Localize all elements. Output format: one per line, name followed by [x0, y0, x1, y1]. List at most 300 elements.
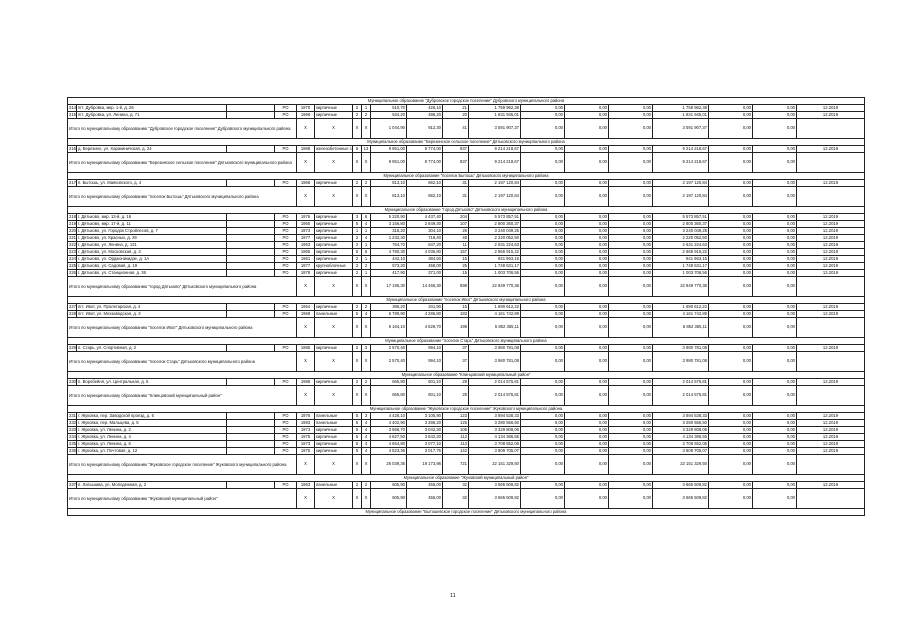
- total-cell: X: [362, 455, 371, 475]
- table-cell: 113: [443, 441, 469, 448]
- total-cell: 14 456,30: [407, 277, 443, 297]
- table-cell: 0,00: [565, 311, 609, 318]
- table-cell: п. Воробейня, ул. Центральная, д. 5: [77, 379, 227, 386]
- total-cell: 26 039,36: [371, 455, 407, 475]
- table-row: [68, 345, 865, 352]
- total-cell: 0,00: [565, 318, 609, 338]
- total-cell: 0,00: [753, 119, 797, 139]
- table-cell: 0,00: [609, 249, 653, 256]
- table-cell: 2 866 915,22: [653, 249, 709, 256]
- table-cell: 1 759 962,38: [653, 105, 709, 112]
- table-cell: 4 780,30: [371, 249, 407, 256]
- table-cell: 3: [353, 214, 362, 221]
- total-cell: 0,00: [609, 489, 653, 509]
- table-cell: 12.2019: [797, 413, 865, 420]
- total-cell: 0,00: [709, 318, 753, 338]
- table-cell: 5: [353, 311, 362, 318]
- table-cell: 5: [353, 249, 362, 256]
- total-cell: [797, 153, 865, 173]
- table-cell: 157: [443, 249, 469, 256]
- section-title: Муниципальное образование "город Дятьково" Дятьковского муниципального района: [68, 207, 865, 214]
- table-cell: 9 951,00: [371, 146, 407, 153]
- total-cell: X: [297, 318, 315, 338]
- table-cell: 0,00: [753, 242, 797, 249]
- table-cell: 5 320,90: [371, 214, 407, 221]
- table-cell: панельные: [315, 420, 353, 427]
- table-cell: 234: [69, 433, 76, 439]
- total-cell: 0,00: [521, 187, 565, 207]
- table-cell: РО: [275, 235, 297, 242]
- table-cell: 1966: [297, 180, 315, 187]
- table-cell: г. Дятьково, ул. Московская, д. 3: [77, 249, 227, 256]
- table-cell: 4 523,36: [371, 448, 407, 455]
- table-cell: 2 014 575,81: [469, 379, 521, 386]
- section-title: Муниципальное образование "Березинское сельское поселение" Дятьковского муниципального района: [68, 139, 865, 146]
- table-cell: 0,00: [521, 228, 565, 235]
- table-cell: РО: [275, 304, 297, 311]
- table-cell: 1 232,30: [371, 235, 407, 242]
- section-title: Муниципальное образование "поселок Бытошь" Дятьковского муниципального района: [68, 173, 865, 180]
- section-title-row: [68, 297, 865, 304]
- table-row: [68, 304, 865, 311]
- table-cell: 12.2019: [797, 249, 865, 256]
- table-cell: 371,00: [407, 270, 443, 277]
- table-cell: 3 665 509,82: [469, 482, 521, 489]
- table-cell: [227, 180, 275, 187]
- table-cell: кирпичные: [315, 105, 353, 112]
- table-cell: 2 220 052,50: [653, 235, 709, 242]
- table-cell: кирпичные: [315, 427, 353, 434]
- table-cell: 12.2019: [797, 482, 865, 489]
- table-cell: 0,00: [565, 235, 609, 242]
- total-cell: 3 980 781,08: [469, 352, 521, 372]
- table-cell: 4: [362, 311, 371, 318]
- table-cell: 4: [362, 434, 371, 441]
- table-cell: 0,00: [521, 105, 565, 112]
- table-cell: 1: [362, 256, 371, 263]
- table-cell: 237: [69, 481, 76, 487]
- table-cell: кирпичные: [315, 249, 353, 256]
- table-cell: 220: [69, 227, 76, 233]
- table-cell: 228: [69, 310, 76, 316]
- register-sheet: [67, 97, 864, 516]
- table-cell: 226: [69, 269, 76, 275]
- table-cell: 0,00: [609, 434, 653, 441]
- table-cell: 0,00: [609, 304, 653, 311]
- table-cell: 813,10: [371, 180, 407, 187]
- table-cell: 1966: [297, 112, 315, 119]
- section-title: Муниципальное образование "Жуковское городское поселение" Жуковского муниципального района: [68, 406, 865, 413]
- total-cell: X: [353, 386, 362, 406]
- table-cell: 25: [443, 263, 469, 270]
- table-cell: 0,00: [565, 420, 609, 427]
- table-cell: [227, 249, 275, 256]
- table-cell: [227, 105, 275, 112]
- table-row: [68, 434, 865, 441]
- total-cell: 9 214 218,67: [653, 153, 709, 173]
- table-cell: 1954: [297, 304, 315, 311]
- table-cell: 0,00: [753, 105, 797, 112]
- table-cell: 0,00: [565, 427, 609, 434]
- table-row: [68, 427, 865, 434]
- table-cell: п. Латышава, ул. Молодежная, д. 2: [77, 482, 227, 489]
- table-cell: кирпичные: [315, 345, 353, 352]
- table-cell: 1983: [297, 420, 315, 427]
- total-label: Итого по муниципальному образованию "Клинцовский муниципальный район": [68, 386, 297, 406]
- total-cell: 0,00: [565, 455, 609, 475]
- table-row: [68, 379, 865, 386]
- total-cell: 3 665 509,82: [469, 489, 521, 509]
- total-cell: 0,00: [521, 277, 565, 297]
- repair-program-table: [67, 97, 865, 516]
- table-cell: 0,00: [609, 180, 653, 187]
- total-cell: 19 173,96: [407, 455, 443, 475]
- table-cell: 1973: [297, 228, 315, 235]
- table-cell: 1 690 612,22: [653, 304, 709, 311]
- table-cell: 510,70: [371, 105, 407, 112]
- table-cell: г. Жуковка, пер. Заводской проезд, д. 6: [77, 413, 227, 420]
- total-cell: 3 980 781,08: [653, 352, 709, 372]
- table-cell: РО: [275, 482, 297, 489]
- total-cell: 41: [443, 119, 469, 139]
- table-cell: 12.2019: [797, 228, 865, 235]
- table-cell: [227, 256, 275, 263]
- table-cell: 3 666,70: [371, 427, 407, 434]
- total-label: Итого по муниципальному образованию "Жуковский муниципальный район": [68, 489, 297, 509]
- table-cell: 0,00: [753, 180, 797, 187]
- table-cell: 3 240 049,25: [653, 228, 709, 235]
- table-cell: РО: [275, 242, 297, 249]
- total-cell: [797, 455, 865, 475]
- total-cell: 0,00: [709, 489, 753, 509]
- table-cell: 647,20: [407, 242, 443, 249]
- table-cell: 12.2019: [797, 345, 865, 352]
- table-cell: 1: [362, 105, 371, 112]
- section-title: Муниципальное образование "Клинцовский муниципальный район": [68, 372, 865, 379]
- total-cell: 0,00: [521, 119, 565, 139]
- table-cell: РО: [275, 112, 297, 119]
- table-cell: 0,00: [709, 235, 753, 242]
- total-label: Итого по муниципальному образованию "поселок Старь" Дятьковского муниципального района: [68, 352, 297, 372]
- table-cell: 112: [443, 434, 469, 441]
- total-cell: X: [297, 119, 315, 139]
- table-cell: 0,00: [753, 482, 797, 489]
- total-cell: X: [362, 489, 371, 509]
- table-cell: 2: [362, 379, 371, 386]
- table-cell: 1 831 945,01: [653, 112, 709, 119]
- total-cell: X: [297, 386, 315, 406]
- table-cell: 230: [69, 378, 76, 384]
- table-cell: 2: [353, 112, 362, 119]
- table-cell: 0,00: [709, 112, 753, 119]
- table-cell: 3 156,80: [371, 221, 407, 228]
- table-cell: п. Старь, ул. Спортивная, д. 2: [77, 345, 227, 352]
- total-cell: 0,00: [565, 489, 609, 509]
- table-cell: 233: [69, 426, 76, 432]
- table-cell: 231: [69, 412, 76, 418]
- total-cell: X: [362, 386, 371, 406]
- table-cell: 1 748 631,17: [653, 263, 709, 270]
- table-cell: 3 809 705,07: [469, 448, 521, 455]
- table-cell: 1973: [297, 427, 315, 434]
- total-cell: 22 849 770,36: [469, 277, 521, 297]
- table-cell: [227, 311, 275, 318]
- table-cell: 3 077,10: [407, 441, 443, 448]
- table-cell: 15: [443, 270, 469, 277]
- table-row: [68, 249, 865, 256]
- table-cell: кирпичные: [315, 304, 353, 311]
- total-cell: 37: [443, 352, 469, 372]
- table-cell: 0,00: [753, 263, 797, 270]
- table-cell: 0,00: [521, 427, 565, 434]
- table-cell: 3: [362, 413, 371, 420]
- table-cell: 0,00: [521, 311, 565, 318]
- table-cell: 2 570,40: [371, 345, 407, 352]
- table-cell: 12.2019: [797, 112, 865, 119]
- table-cell: 0,00: [753, 413, 797, 420]
- table-cell: 125: [443, 420, 469, 427]
- table-cell: 12.2019: [797, 304, 865, 311]
- table-cell: железобетонные с: [316, 145, 352, 151]
- total-row: [68, 455, 865, 475]
- total-cell: 0,00: [753, 455, 797, 475]
- table-cell: 216: [69, 145, 76, 151]
- total-cell: 0,00: [565, 277, 609, 297]
- table-cell: [227, 235, 275, 242]
- table-cell: РО: [275, 441, 297, 448]
- table-cell: 224: [69, 255, 76, 261]
- table-cell: [227, 345, 275, 352]
- table-cell: 0,00: [521, 214, 565, 221]
- table-cell: 0,00: [565, 448, 609, 455]
- table-cell: 2: [353, 105, 362, 112]
- table-cell: 0,00: [709, 180, 753, 187]
- total-cell: 0,00: [709, 352, 753, 372]
- table-cell: 0,00: [609, 112, 653, 119]
- table-cell: 4 437,40: [407, 214, 443, 221]
- table-cell: 0,00: [609, 214, 653, 221]
- table-cell: [227, 263, 275, 270]
- total-cell: 0,00: [753, 489, 797, 509]
- table-cell: 1975: [297, 448, 315, 455]
- total-cell: 5 852 355,11: [653, 318, 709, 338]
- total-cell: X: [315, 187, 353, 207]
- table-cell: 3 894 538,33: [653, 413, 709, 420]
- table-row: [68, 214, 865, 221]
- table-cell: 12.2019: [797, 263, 865, 270]
- total-cell: X: [353, 187, 362, 207]
- table-cell: 426,10: [407, 105, 443, 112]
- total-cell: [797, 318, 865, 338]
- table-cell: РО: [275, 413, 297, 420]
- table-cell: 219: [69, 220, 76, 226]
- table-row: [68, 105, 865, 112]
- table-cell: 0,00: [709, 427, 753, 434]
- total-cell: 31: [443, 187, 469, 207]
- total-cell: X: [362, 318, 371, 338]
- table-cell: 4: [362, 448, 371, 455]
- table-cell: 236: [69, 447, 76, 453]
- table-cell: 12.2019: [797, 214, 865, 221]
- total-cell: X: [297, 277, 315, 297]
- table-cell: РО: [275, 249, 297, 256]
- total-cell: 0,00: [753, 187, 797, 207]
- table-cell: 1970: [297, 105, 315, 112]
- total-cell: 0,00: [709, 153, 753, 173]
- total-cell: 0,00: [709, 187, 753, 207]
- total-cell: 912,30: [407, 119, 443, 139]
- table-cell: РО: [275, 228, 297, 235]
- table-cell: 0,00: [565, 270, 609, 277]
- section-title-row: [68, 475, 865, 482]
- total-cell: 0,00: [753, 153, 797, 173]
- table-cell: 0,00: [709, 379, 753, 386]
- table-cell: 3 280 556,50: [653, 420, 709, 427]
- table-cell: [227, 112, 275, 119]
- table-cell: 2: [353, 482, 362, 489]
- table-cell: 0,00: [521, 448, 565, 455]
- table-cell: 12.2019: [797, 105, 865, 112]
- table-cell: 941 963,15: [653, 256, 709, 263]
- table-cell: 0,00: [709, 441, 753, 448]
- table-cell: 6: [362, 214, 371, 221]
- total-row: [68, 119, 865, 139]
- table-cell: 0,00: [753, 448, 797, 455]
- table-cell: 107: [443, 221, 469, 228]
- table-cell: 222: [69, 241, 76, 247]
- total-cell: 598: [443, 277, 469, 297]
- table-cell: 0,00: [709, 482, 753, 489]
- table-cell: 0,00: [609, 263, 653, 270]
- table-cell: 4: [362, 420, 371, 427]
- table-cell: 3 809 705,07: [653, 448, 709, 455]
- table-cell: 601,10: [407, 379, 443, 386]
- table-cell: РО: [275, 345, 297, 352]
- table-cell: п. Бытошь, ул. Маяковского, д. 4: [77, 180, 227, 187]
- table-row: [68, 270, 865, 277]
- table-cell: [227, 228, 275, 235]
- table-cell: г. Жуковка, пер. Мальцева, д. 5: [77, 420, 227, 427]
- table-cell: РО: [275, 180, 297, 187]
- table-cell: 11: [443, 242, 469, 249]
- table-cell: 215: [69, 111, 76, 117]
- table-cell: 106: [443, 427, 469, 434]
- table-cell: 0,00: [521, 482, 565, 489]
- table-cell: 315,20: [371, 228, 407, 235]
- total-row: [68, 352, 865, 372]
- table-cell: 0,00: [609, 379, 653, 386]
- table-cell: 0,00: [565, 146, 609, 153]
- total-label: Итого по муниципальному образованию "Жуковское городское поселение" Жуковского муниципального района: [68, 455, 297, 475]
- table-cell: 3 642,20: [407, 434, 443, 441]
- table-cell: 4: [362, 235, 371, 242]
- table-cell: кирпичные: [315, 228, 353, 235]
- table-cell: 4 627,50: [371, 434, 407, 441]
- table-cell: 3: [362, 345, 371, 352]
- table-cell: 0,00: [565, 112, 609, 119]
- table-cell: 3 105,90: [407, 413, 443, 420]
- table-cell: 1977: [297, 263, 315, 270]
- total-cell: X: [362, 119, 371, 139]
- table-row: [68, 146, 865, 153]
- table-cell: 941 963,15: [469, 256, 521, 263]
- total-cell: 22 151 329,50: [469, 455, 521, 475]
- table-cell: 235: [69, 440, 76, 446]
- total-cell: X: [315, 318, 353, 338]
- section-title: Муниципальное образование "Жуковский муниципальный район": [68, 475, 865, 482]
- total-cell: 29: [443, 386, 469, 406]
- total-cell: 0,00: [709, 455, 753, 475]
- table-cell: 0,00: [565, 345, 609, 352]
- table-cell: 0,00: [609, 311, 653, 318]
- total-cell: X: [297, 489, 315, 509]
- total-cell: 32: [443, 489, 469, 509]
- table-cell: 225: [69, 262, 76, 268]
- table-cell: 0,00: [753, 228, 797, 235]
- table-cell: панельные: [315, 311, 353, 318]
- table-cell: [227, 434, 275, 441]
- section-title-row: [68, 207, 865, 214]
- table-cell: [227, 420, 275, 427]
- table-cell: 2 014 575,81: [653, 379, 709, 386]
- table-cell: 5 573 857,51: [469, 214, 521, 221]
- table-cell: 4: [362, 427, 371, 434]
- table-cell: 2 866 915,22: [469, 249, 521, 256]
- table-cell: 9 214 218,67: [469, 146, 521, 153]
- total-cell: 17 196,30: [371, 277, 407, 297]
- table-cell: 0,00: [521, 180, 565, 187]
- table-cell: 4 402,90: [371, 420, 407, 427]
- total-cell: 662,10: [407, 187, 443, 207]
- table-cell: 2 800 360,37: [653, 221, 709, 228]
- table-cell: 2: [353, 180, 362, 187]
- table-cell: 12.2019: [797, 221, 865, 228]
- table-cell: 0,00: [753, 256, 797, 263]
- total-cell: 0,00: [709, 119, 753, 139]
- total-cell: X: [362, 187, 371, 207]
- table-cell: 5 573 857,51: [653, 214, 709, 221]
- table-cell: 2: [362, 263, 371, 270]
- total-row: [68, 489, 865, 509]
- table-cell: 0,00: [609, 256, 653, 263]
- total-cell: X: [297, 455, 315, 475]
- table-cell: 0,00: [609, 345, 653, 352]
- table-cell: 486,20: [407, 112, 443, 119]
- total-cell: 22 151 329,50: [653, 455, 709, 475]
- table-cell: 455,00: [407, 482, 443, 489]
- table-cell: 605,90: [371, 482, 407, 489]
- total-cell: 837: [443, 153, 469, 173]
- total-cell: X: [353, 352, 362, 372]
- table-cell: г. Дятьково, мкр. 13-й, д. 16: [77, 214, 227, 221]
- table-cell: г. Жуковка, ул. Ленина, д. 6: [77, 441, 227, 448]
- table-cell: 0,00: [709, 413, 753, 420]
- total-cell: 0,00: [565, 386, 609, 406]
- section-title: Муниципальное образование "Бытошевское городское поселение" Дятьковского муниципального района: [68, 509, 865, 516]
- total-row: [68, 318, 865, 338]
- table-row: [68, 413, 865, 420]
- table-cell: 417,90: [371, 270, 407, 277]
- total-cell: 0,00: [709, 386, 753, 406]
- total-cell: 0,00: [753, 277, 797, 297]
- total-cell: 0,00: [565, 187, 609, 207]
- table-cell: 1: [353, 228, 362, 235]
- table-cell: 1973: [297, 441, 315, 448]
- total-cell: 0,00: [609, 187, 653, 207]
- total-cell: [797, 489, 865, 509]
- table-cell: 32: [443, 482, 469, 489]
- table-cell: кирпичные: [315, 270, 353, 277]
